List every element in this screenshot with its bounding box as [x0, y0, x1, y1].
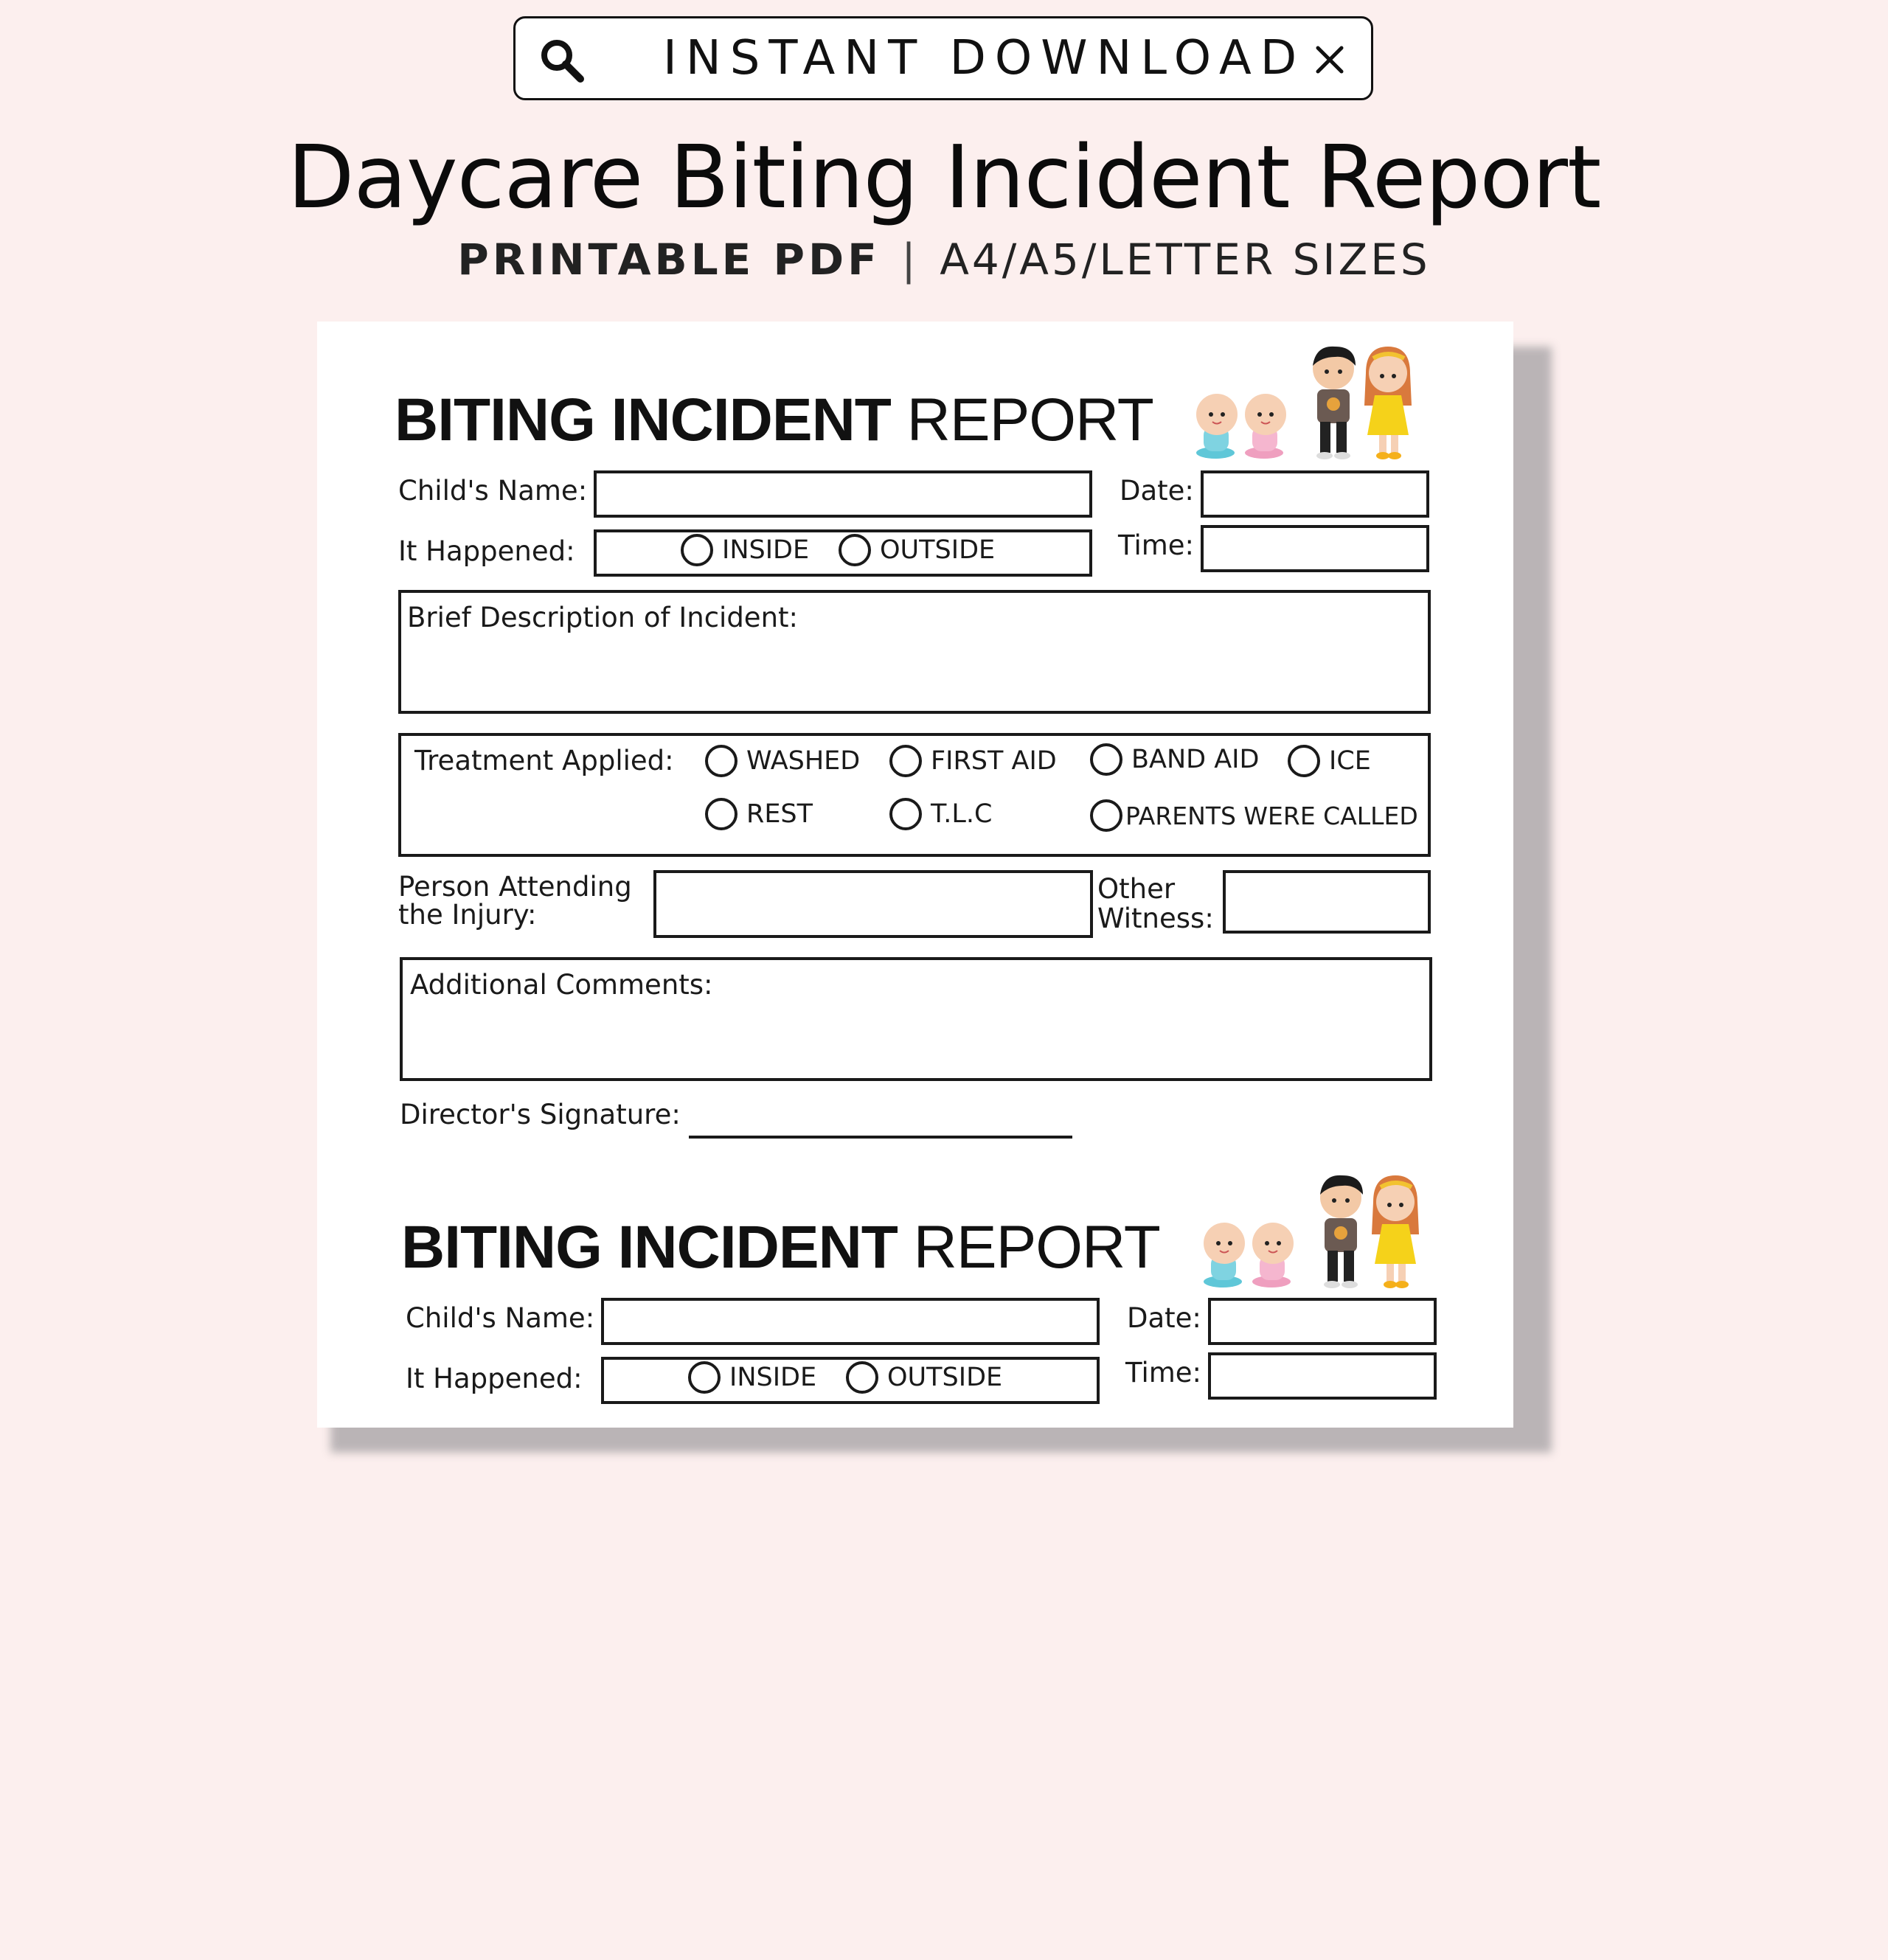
date-field[interactable]: [1208, 1298, 1437, 1345]
children-illustration: [1192, 344, 1428, 462]
treatment-label: Treatment Applied:: [414, 745, 674, 776]
form-title: [401, 1212, 1160, 1283]
option-outside-label: OUTSIDE: [887, 1363, 1003, 1392]
report-form-1: [317, 322, 1513, 1133]
children-illustration: [1199, 1172, 1435, 1290]
close-icon[interactable]: [1313, 44, 1346, 76]
comments-label: Additional Comments:: [410, 969, 713, 1001]
option-rest-label: REST: [746, 799, 813, 829]
option-washed-label: WASHED: [746, 746, 861, 776]
boy-icon: [1320, 1175, 1363, 1288]
option-tlc[interactable]: [889, 798, 992, 830]
baby-blue-icon: [1204, 1223, 1245, 1287]
childs-name-label: Child's Name:: [406, 1302, 595, 1334]
it-happened-label: It Happened:: [398, 535, 575, 567]
option-ice[interactable]: [1288, 745, 1371, 777]
page-subtitle: [0, 233, 1888, 286]
person-attending-label-line-2: the Injury:: [398, 899, 537, 931]
radio-parents-called[interactable]: [1090, 799, 1122, 832]
girl-icon: [1372, 1175, 1419, 1288]
search-text[interactable]: INSTANT DOWNLOAD: [663, 31, 1306, 86]
option-first-aid[interactable]: [889, 745, 1057, 777]
option-ice-label: ICE: [1329, 746, 1371, 776]
option-washed[interactable]: [705, 745, 860, 777]
option-parents-called-label: PARENTS WERE CALLED: [1125, 801, 1418, 830]
time-label: Time:: [1125, 1357, 1202, 1389]
baby-pink-icon: [1245, 394, 1286, 459]
description-label: Brief Description of Incident:: [407, 602, 798, 633]
subtitle-format: PRINTABLE PDF: [457, 234, 881, 285]
radio-rest[interactable]: [705, 798, 738, 830]
baby-blue-icon: [1196, 394, 1238, 459]
form-title-bold: BITING INCIDENT: [401, 1214, 898, 1281]
other-witness-label: [1097, 875, 1214, 934]
other-witness-label-line-2: Witness:: [1097, 903, 1214, 934]
date-label: Date:: [1127, 1302, 1201, 1334]
other-witness-field[interactable]: [1223, 870, 1431, 934]
option-outside-label: OUTSIDE: [880, 535, 996, 565]
childs-name-field[interactable]: [601, 1298, 1100, 1345]
date-label: Date:: [1120, 475, 1194, 507]
form-title: [395, 385, 1153, 456]
girl-icon: [1364, 347, 1412, 459]
time-field[interactable]: [1208, 1352, 1437, 1400]
person-attending-label: [398, 873, 632, 929]
person-attending-field[interactable]: [653, 870, 1093, 938]
option-outside[interactable]: [846, 1361, 1002, 1394]
option-inside[interactable]: [681, 534, 809, 566]
option-inside[interactable]: [688, 1361, 816, 1394]
subtitle-separator: |: [901, 234, 919, 285]
page-title: Daycare Biting Incident Report: [287, 126, 1601, 228]
boy-icon: [1313, 347, 1356, 459]
radio-inside[interactable]: [681, 534, 713, 566]
radio-outside[interactable]: [839, 534, 871, 566]
form-title-bold: BITING INCIDENT: [395, 386, 891, 453]
baby-pink-icon: [1252, 1223, 1294, 1287]
radio-inside[interactable]: [688, 1361, 721, 1394]
option-rest[interactable]: [705, 798, 813, 830]
option-outside[interactable]: [839, 534, 995, 566]
option-inside-label: INSIDE: [722, 535, 810, 565]
date-field[interactable]: [1201, 470, 1429, 518]
signature-label: Director's Signature:: [400, 1099, 681, 1130]
time-field[interactable]: [1201, 525, 1429, 572]
signature-line[interactable]: [689, 1136, 1072, 1139]
option-inside-label: INSIDE: [729, 1363, 817, 1392]
childs-name-label: Child's Name:: [398, 475, 588, 507]
option-parents-called[interactable]: [1090, 799, 1418, 832]
document-sheet: [317, 322, 1513, 1428]
radio-band-aid[interactable]: [1090, 743, 1122, 776]
radio-washed[interactable]: [705, 745, 738, 777]
it-happened-label: It Happened:: [406, 1363, 583, 1394]
option-tlc-label: T.L.C: [931, 799, 993, 829]
time-label: Time:: [1118, 529, 1195, 561]
subtitle-sizes: A4/A5/LETTER SIZES: [940, 234, 1431, 285]
childs-name-field[interactable]: [594, 470, 1092, 518]
form-title-light: REPORT: [913, 1214, 1160, 1281]
option-band-aid-label: BAND AID: [1131, 745, 1260, 774]
person-attending-label-line-1: Person Attending: [398, 871, 632, 903]
other-witness-label-line-1: Other: [1097, 873, 1176, 905]
radio-ice[interactable]: [1288, 745, 1320, 777]
radio-first-aid[interactable]: [889, 745, 922, 777]
option-band-aid[interactable]: [1090, 743, 1259, 776]
form-title-light: REPORT: [906, 386, 1153, 453]
search-icon: [538, 36, 585, 83]
radio-outside[interactable]: [846, 1361, 878, 1394]
report-form-2: [317, 1149, 1513, 1960]
radio-tlc[interactable]: [889, 798, 922, 830]
option-first-aid-label: FIRST AID: [931, 746, 1057, 776]
search-bar[interactable]: [513, 16, 1373, 100]
